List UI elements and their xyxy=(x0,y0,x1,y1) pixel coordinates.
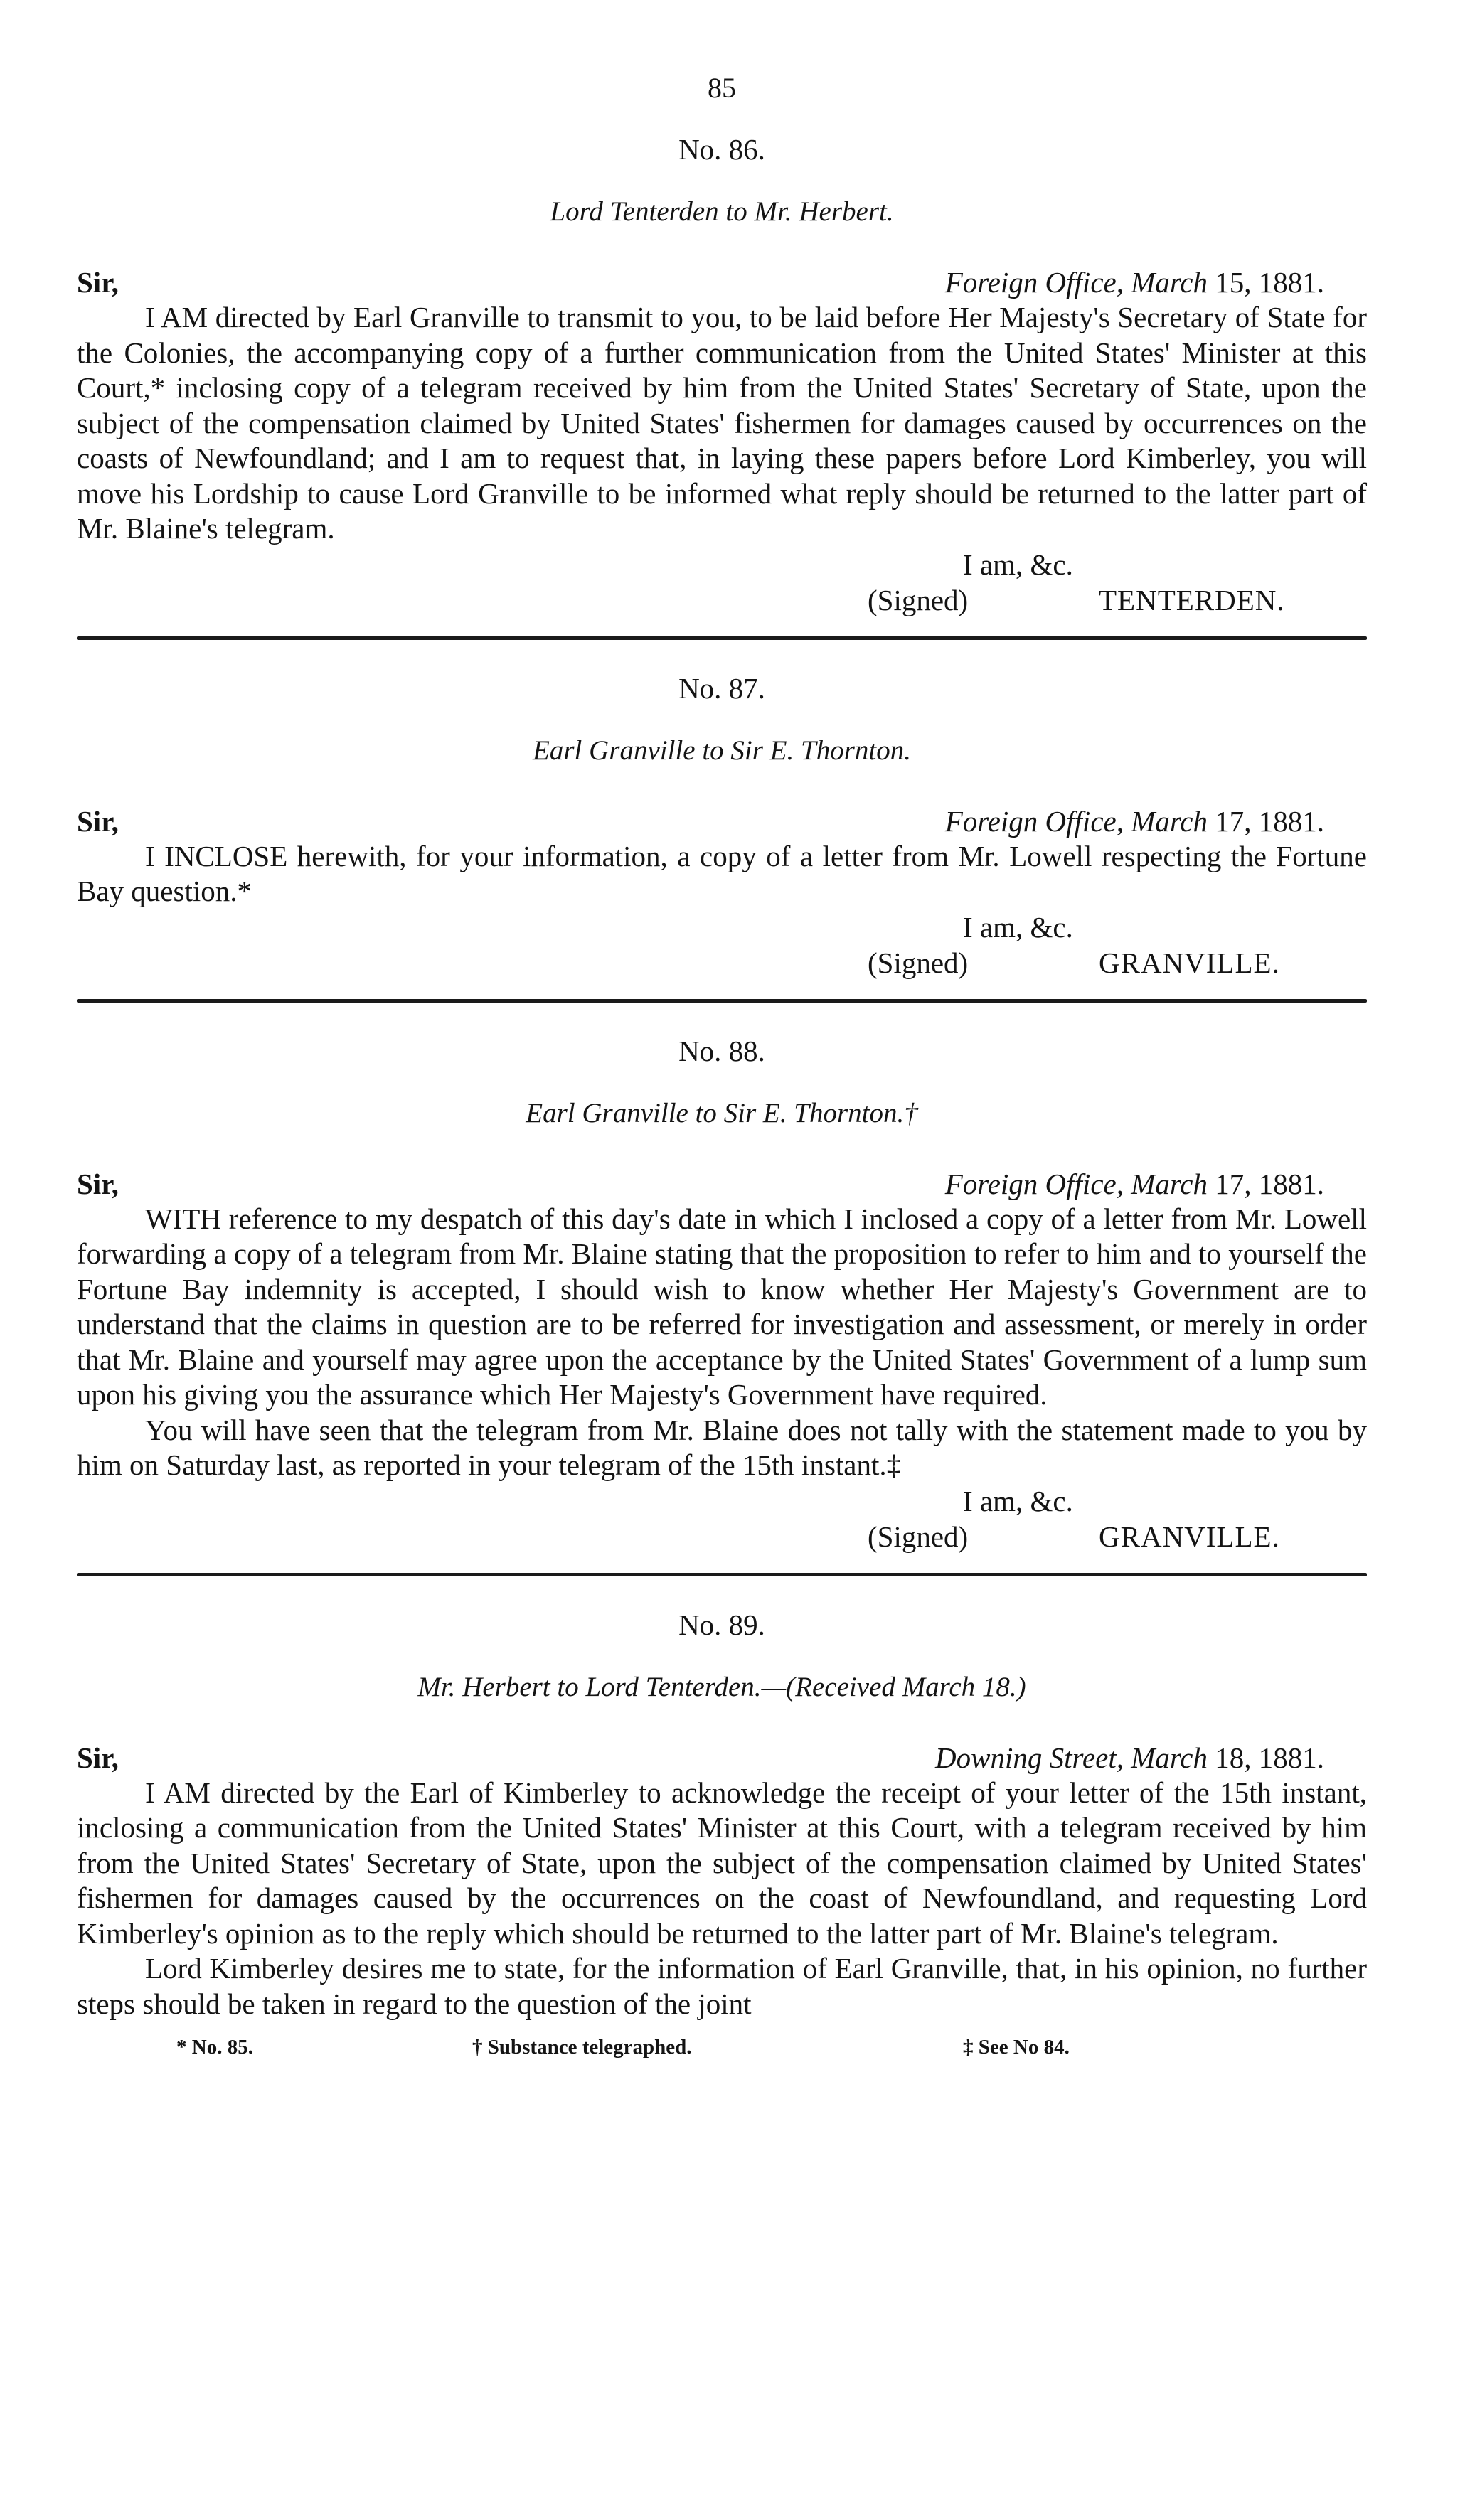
footnote-dagger: † Substance telegraphed. xyxy=(472,2036,692,2059)
dateline-place: Foreign Office, March xyxy=(944,266,1208,299)
signature-row xyxy=(77,1519,1367,1554)
dateline xyxy=(945,803,1367,839)
letter-paragraph: I AM directed by the Earl of Kimberley to acknowledge the receipt of your letter of the 15th instant, inclosing a communication from the United States' Minister at this Court, with a telegram received by him from the United States' Secretary of State, upon the subject of the compensation claimed by United States' fishermen for damages caused by the occurrences on the coast of Newfoundland, and requesting Lord Kimberley's opinion as to the reply which should be returned to the latter part of Mr. Blaine's telegram. xyxy=(77,1776,1367,1950)
signer-name: GRANVILLE. xyxy=(1099,946,1280,979)
dateline-date: 18, 1881. xyxy=(1208,1741,1324,1774)
closing-phrase: I am, &c. xyxy=(963,1484,1073,1517)
letter-87 xyxy=(77,671,1367,981)
dateline xyxy=(945,265,1367,300)
letter-number: No. 89. xyxy=(678,1608,765,1641)
dateline-place: Downing Street, March xyxy=(935,1741,1208,1774)
letter-89 xyxy=(77,1608,1367,2022)
dateline xyxy=(945,1166,1367,1202)
letter-heading: Lord Tenterden to Mr. Herbert. xyxy=(550,196,894,227)
signed-label: (Signed) xyxy=(868,1520,969,1553)
footnotes xyxy=(77,2034,1367,2060)
salutation: Sir, xyxy=(77,1741,119,1774)
signed-label: (Signed) xyxy=(868,583,969,616)
letter-heading: Mr. Herbert to Lord Tenterden.—(Received March 18.) xyxy=(417,1671,1026,1702)
letter-86 xyxy=(77,132,1367,618)
signer-name: TENTERDEN. xyxy=(1099,583,1285,616)
section-divider xyxy=(77,636,1367,640)
letter-heading: Earl Granville to Sir E. Thornton. xyxy=(533,735,911,766)
letter-88 xyxy=(77,1034,1367,1554)
salutation: Sir, xyxy=(77,804,119,838)
letter-paragraph: WITH reference to my despatch of this day's date in which I inclosed a copy of a letter from Mr. Lowell forwarding a copy of a telegram from Mr. Blaine stating that the proposition to refer to him and to yourself the Fortune Bay indemnity is accepted, I should wish to know whether Her Majesty's Government are to understand that the claims in question are to be referred for investigation and assessment, or merely in order that Mr. Blaine and yourself may agree upon the acceptance by the United States' Government of a lump sum upon his giving you the assurance which Her Majesty's Government have required. xyxy=(77,1202,1367,1411)
signature-row xyxy=(77,582,1367,618)
closing xyxy=(77,1483,1367,1554)
footnote-star: * No. 85. xyxy=(176,2036,253,2059)
footnote-double-dagger: ‡ See No 84. xyxy=(963,2036,1070,2059)
dateline-place: Foreign Office, March xyxy=(944,1167,1208,1200)
dateline-place: Foreign Office, March xyxy=(944,804,1208,838)
letter-paragraph: I INCLOSE herewith, for your information, a copy of a letter from Mr. Lowell respecting the Fortune Bay question.* xyxy=(77,839,1367,907)
dateline-date: 15, 1881. xyxy=(1208,266,1324,299)
letter-number: No. 88. xyxy=(678,1034,765,1067)
letter-paragraph: Lord Kimberley desires me to state, for the information of Earl Granville, that, in his opinion, no further steps should be taken in regard to the question of the joint xyxy=(77,1952,1367,2020)
section-divider xyxy=(77,1573,1367,1576)
salutation-row xyxy=(77,1166,1367,1202)
closing-phrase: I am, &c. xyxy=(963,910,1073,944)
dateline-date: 17, 1881. xyxy=(1208,804,1324,838)
salutation-row xyxy=(77,803,1367,839)
dateline-date: 17, 1881. xyxy=(1208,1167,1324,1200)
closing xyxy=(77,909,1367,981)
signer-name: GRANVILLE. xyxy=(1099,1520,1280,1553)
salutation-row xyxy=(77,265,1367,300)
salutation: Sir, xyxy=(77,266,119,299)
salutation: Sir, xyxy=(77,1167,119,1200)
document-page xyxy=(77,71,1367,2503)
section-divider xyxy=(77,999,1367,1003)
letter-paragraph: I AM directed by Earl Granville to transmit to you, to be laid before Her Majesty's Secretary of State for the Colonies, the accompanying copy of a further communication from the United States' Minister at this Court,* inclosing copy of a telegram received by him from the United States' Secretary of State, upon the subject of the compensation claimed by United States' fishermen for damages caused by occurrences on the coasts of Newfoundland; and I am to request that, in laying these papers before Lord Kimberley, you will move his Lordship to cause Lord Granville to be informed what reply should be returned to the latter part of Mr. Blaine's telegram. xyxy=(77,301,1367,545)
letter-number: No. 86. xyxy=(678,133,765,166)
letter-paragraph: You will have seen that the telegram from Mr. Blaine does not tally with the statement made to you by him on Saturday last, as reported in your telegram of the 15th instant.‡ xyxy=(77,1413,1367,1481)
signed-label: (Signed) xyxy=(868,946,969,979)
signature-row xyxy=(77,945,1367,981)
letter-heading: Earl Granville to Sir E. Thornton.† xyxy=(526,1097,918,1128)
closing-phrase: I am, &c. xyxy=(963,548,1073,581)
letter-number: No. 87. xyxy=(678,671,765,705)
salutation-row xyxy=(77,1740,1367,1776)
closing xyxy=(77,547,1367,618)
page-number: 85 xyxy=(708,72,736,104)
dateline xyxy=(935,1740,1367,1776)
